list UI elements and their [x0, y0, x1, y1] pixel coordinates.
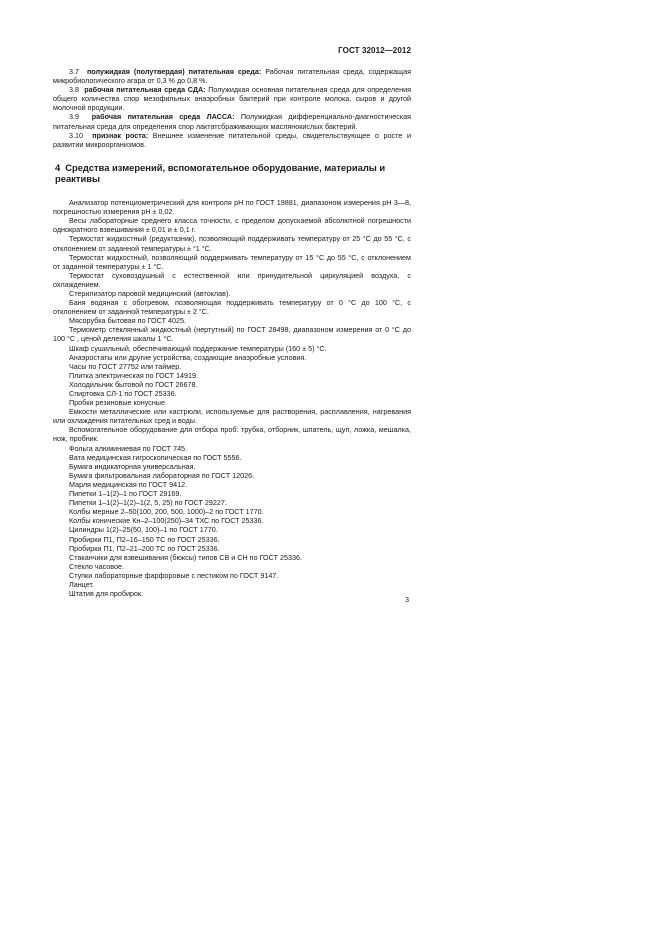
document-header: ГОСТ 32012—2012 — [338, 46, 411, 55]
equipment-list — [53, 198, 411, 598]
list-item: Стаканчики для взвешивания (бюксы) типов СВ и СН по ГОСТ 25336. — [69, 552, 302, 562]
document-body — [53, 67, 411, 598]
list-item: Бумага индикаторная универсальная. — [69, 461, 196, 471]
list-item: Бумага фильтровальная лабораторная по ГОСТ 12026. — [69, 470, 255, 480]
list-item: Термометр стеклянный жидкостный (нертутный) по ГОСТ 28498, диапазоном измерения от 0 °С до 100 °С , ценой деления шкалы 1 °С. — [53, 325, 411, 344]
list-item: Емкости металлические или кастрюли, используемые для растворения, расплавления, нагревания или охлаждения питательных сред и воды. — [53, 407, 411, 426]
list-item: Вспомогательное оборудование для отбора проб: трубка, отборник, шпатель, щуп, ложка, мешалка, нож, пробник. — [53, 425, 411, 444]
list-item: Спиртовка СЛ-1 по ГОСТ 25336. — [69, 389, 177, 398]
list-item: Термостат суховоздушный с естественной или принудительной циркуляцией воздуха, с охлаждением. — [53, 270, 411, 289]
list-item: Мясорубка бытовая по ГОСТ 4025. — [69, 316, 186, 326]
list-item: Часы по ГОСТ 27752 или таймер. — [69, 361, 182, 371]
list-item: Анаэростаты или другие устройства, создающие анаэробные условия. — [69, 352, 307, 362]
list-item: Шкаф сушильный, обеспечивающий поддержание температуры (160 ± 5) °С. — [69, 343, 327, 353]
list-item: Пипетки 1–1(2)–1(2)–1(2, 5, 25) по ГОСТ 29227. — [69, 498, 227, 508]
list-item: Вата медицинская гигроскопическая по ГОСТ 5556. — [69, 452, 242, 462]
definition-3-8: 3.8 рабочая питательная среда СДА: Полужидкая основная питательная среда для определения общего количества спор мезофильных анаэробных бактерий при контроле молока, сыров и другой молочной продукции. — [53, 85, 411, 113]
document-page — [0, 0, 465, 659]
definitions — [53, 67, 411, 149]
list-item: Весы лабораторные среднего класса точности, с пределом допускаемой абсолютной погрешности однократного взвешивания ± 0,01 и ± 0,1 г. — [53, 216, 411, 235]
list-item: Пробки резиновые конусные. — [69, 398, 167, 408]
list-item: Термостат жидкостный, позволяющий поддерживать температуру от 15 °С до 55 °С, с отклонением от заданной температуры ± 1 °С. — [53, 252, 411, 271]
list-item: Марля медицинская по ГОСТ 9412. — [69, 479, 188, 489]
page-number: 3 — [405, 597, 409, 604]
list-item: Ланцет. — [69, 579, 94, 589]
definition-3-9: 3.9 рабочая питательная среда ЛАССА: Полужидкая дифференциально-диагностическая питательная среда для определения спор лактатсбраживающих маслянокислых бактерий. — [53, 112, 412, 131]
list-item: Штатив для пробирок. — [69, 589, 144, 599]
list-item: Колбы конические Кн–2–100(250)–34 ТХС по ГОСТ 25336. — [69, 516, 264, 526]
list-item: Плитка электрическая по ГОСТ 14919. — [69, 370, 199, 380]
list-item: Анализатор потенциометрический для контроля pH по ГОСТ 19881, диапазоном измерения pH 3—8, погрешностью измерения pH ± 0,02. — [53, 198, 411, 217]
list-item: Фольга алюминиевая по ГОСТ 745. — [69, 443, 188, 453]
section-heading: 4 Средства измерений, вспомогательное оборудование, материалы и реактивы — [55, 161, 386, 185]
definition-3-10: 3.10 признак роста: Внешнее изменение питательной среды, свидетельствующее о росте и развитии микроорганизмов. — [53, 130, 411, 149]
list-item: Пипетки 1–1(2)–1 по ГОСТ 29169. — [69, 489, 182, 499]
definition-3-7: 3.7 полужидкая (полутвердая) питательная среда: Рабочая питательная среда, содержащая микробиологического агара от 0,3 % до 0,8 %. — [53, 67, 411, 86]
list-item: Пробирки П1, П2–21–200 ТС по ГОСТ 25336. — [69, 543, 220, 553]
list-item: Стекло часовое. — [69, 561, 125, 571]
list-item: Пробирки П1, П2–16–150 ТС по ГОСТ 25336. — [69, 534, 220, 544]
list-item: Колбы мерные 2–50(100, 200, 500, 1000)–2 по ГОСТ 1770. — [69, 507, 264, 517]
list-item: Стерилизатор паровой медицинский (автоклав). — [69, 288, 231, 298]
list-item: Термостат жидкостный (редуктазник), позволяющий поддерживать температуру от 25 °С до 55 °С, с отклонением от заданной температуры ± °1 °С. — [53, 234, 411, 253]
list-item: Холодильник бытовой по ГОСТ 26678. — [69, 379, 198, 389]
list-item: Ступки лабораторные фарфоровые с пестиком по ГОСТ 9147. — [69, 570, 279, 580]
list-item: Цилиндры 1(2)–25(50, 100)–1 по ГОСТ 1770. — [69, 525, 218, 535]
list-item: Баня водяная с обогревом, позволяющая поддерживать температуру от 0 °С до 100 °С, с отклонением от заданной температуры ± 2 °С. — [53, 298, 411, 317]
